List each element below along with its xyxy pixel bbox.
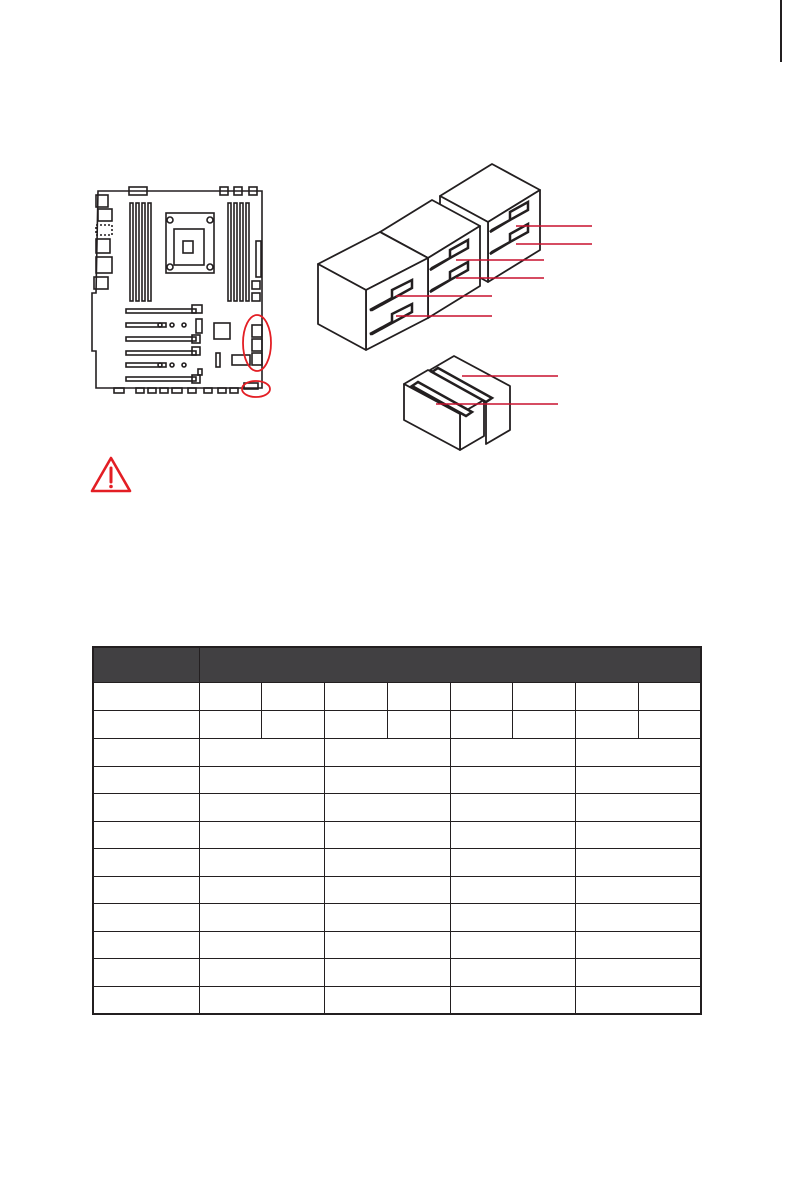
table-row <box>93 794 701 822</box>
table-row <box>93 711 701 739</box>
connector-table <box>92 646 702 1015</box>
page-edge-mark <box>780 0 782 62</box>
motherboard-diagram <box>84 183 284 403</box>
table-row <box>93 931 701 959</box>
table-row <box>93 959 701 987</box>
table-row <box>93 683 701 711</box>
table-header-row <box>93 647 701 683</box>
warning-triangle-icon <box>89 455 133 495</box>
table-header-cell <box>93 647 199 683</box>
table-row <box>93 766 701 794</box>
table-row <box>93 821 701 849</box>
table-row <box>93 876 701 904</box>
table-row <box>93 739 701 767</box>
table-row <box>93 986 701 1014</box>
table-row <box>93 849 701 877</box>
table-row <box>93 904 701 932</box>
table-header-cell <box>199 647 701 683</box>
sata-highlight-upper <box>243 315 271 371</box>
sata-connector-illustration <box>312 158 602 458</box>
